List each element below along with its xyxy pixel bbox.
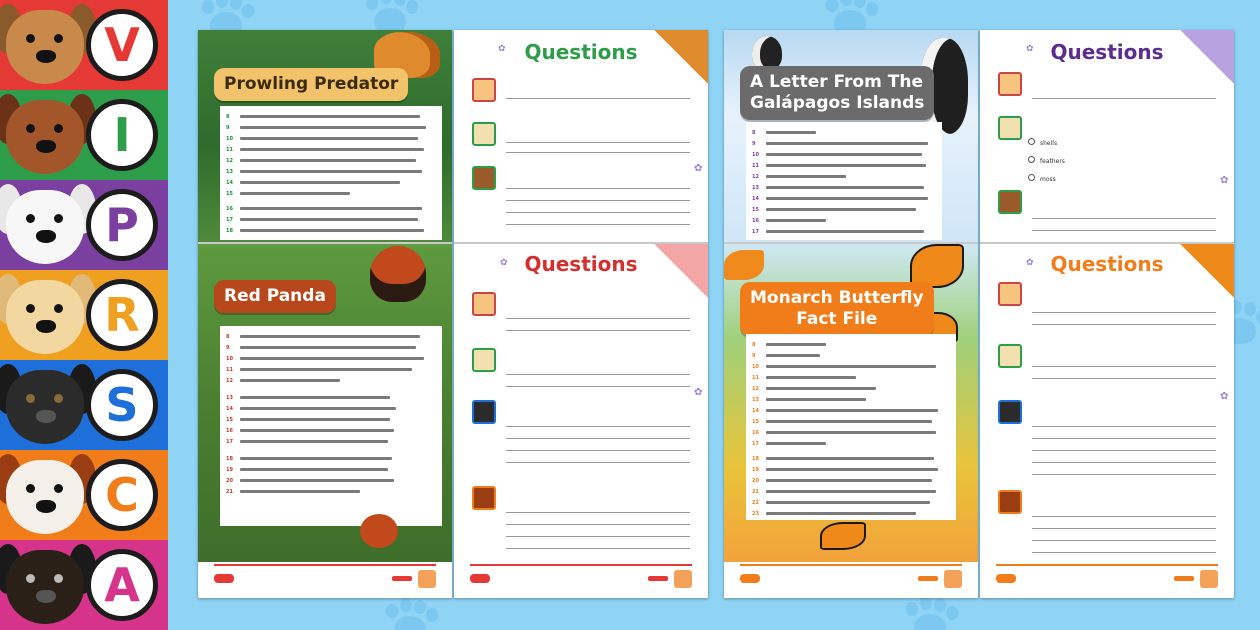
dog-avatar-icon [472,400,496,424]
band-i [0,90,168,180]
band-p [0,180,168,270]
dog-avatar-icon [472,78,496,102]
option-shells[interactable]: shells [1028,138,1057,147]
butterfly-icon [724,250,764,280]
red-panda-icon [360,514,398,548]
title-galapagos-line1: A Letter From The [750,72,923,92]
dog-avatar-icon [0,92,98,178]
letter-s: S [86,369,158,441]
dog-avatar-icon [998,490,1022,514]
question-1 [472,292,694,338]
questions-title-monarch: Questions [1050,252,1164,276]
question-4 [998,490,1220,556]
question-4 [472,486,694,556]
title-monarch [740,282,934,336]
question-1 [472,78,694,108]
question-3 [998,190,1220,240]
twinkl-logo-icon [1200,570,1218,588]
dog-avatar-icon [998,190,1022,214]
dog-avatar-icon [998,282,1022,306]
twinkl-logo-icon [418,570,436,588]
band-a [0,540,168,630]
question-3 [472,166,694,236]
flower-icon: ✿ [1026,44,1034,54]
letter-r: R [86,279,158,351]
question-2 [998,344,1220,390]
title-prowling-predator: Prowling Predator [214,68,408,101]
band-s [0,360,168,450]
band-v [0,0,168,90]
dog-avatar-icon [998,400,1022,424]
questions-title-galapagos: Questions [1050,40,1164,64]
question-3 [472,400,694,480]
questions-title-redpanda: Questions [524,252,638,276]
dog-avatar-icon [0,2,98,88]
page-footer [470,570,692,588]
twinkl-logo-icon [944,570,962,588]
flower-icon: ✿ [1220,391,1229,402]
butterfly-icon [820,522,866,550]
letter-v: V [86,9,158,81]
flower-icon: ✿ [694,387,703,398]
dog-avatar-icon [0,542,98,628]
dog-avatar-icon [472,292,496,316]
option-moss[interactable]: moss [1028,174,1056,183]
dog-avatar-icon [0,452,98,538]
band-r [0,270,168,360]
dog-avatar-icon [472,486,496,510]
red-panda-icon [370,246,426,302]
letter-c: C [86,459,158,531]
dog-avatar-icon [0,362,98,448]
dog-avatar-icon [472,348,496,372]
flower-icon: ✿ [500,258,508,268]
paw-print-decoration [380,598,440,630]
dog-avatar-icon [472,122,496,146]
passage-monarch: 8 9 10 11 12 13 14 15 16 17 18 19 20 21 22 23 [746,334,956,520]
dog-avatar-icon [998,72,1022,96]
questions-title-prowling: Questions [524,40,638,64]
paw-print-decoration [900,596,960,630]
penguin-icon [752,36,782,70]
option-feathers[interactable]: feathers [1028,156,1065,165]
letter-p: P [86,189,158,261]
flower-icon: ✿ [694,163,703,174]
questions-worksheet-left [454,30,708,598]
question-2 [472,122,694,166]
twinkl-logo-icon [996,574,1016,583]
flower-icon: ✿ [1026,258,1034,268]
passage-galapagos: 8 9 10 11 12 13 14 15 16 17 [746,122,942,240]
flower-icon: ✿ [1220,175,1229,186]
page-footer [214,570,436,588]
dog-avatar-icon [0,272,98,358]
twinkl-logo-icon [214,574,234,583]
title-galapagos-line2: Galápagos Islands [750,93,925,113]
vipers-strip [0,0,168,630]
dog-avatar-icon [0,182,98,268]
flower-icon: ✿ [498,44,506,54]
dog-avatar-icon [998,116,1022,140]
title-red-panda: Red Panda [214,280,336,313]
title-monarch-line2: Fact File [796,309,878,329]
letter-a: A [86,549,158,621]
question-2 [472,348,694,394]
title-monarch-line1: Monarch Butterfly [750,288,924,308]
question-3 [998,400,1220,486]
passage-red-panda: 8 9 10 11 12 13 14 15 16 17 18 19 20 21 [220,326,442,526]
twinkl-logo-icon [740,574,760,583]
page-footer [740,570,962,588]
twinkl-logo-icon [470,574,490,583]
letter-i: I [86,99,158,171]
page-footer [996,570,1218,588]
band-c [0,450,168,540]
dog-avatar-icon [998,344,1022,368]
twinkl-logo-icon [674,570,692,588]
passage-prowling-predator: 8 9 10 11 12 13 14 15 16 17 18 [220,106,442,240]
text-worksheet-right [724,30,978,598]
dog-avatar-icon [472,166,496,190]
question-1 [998,282,1220,332]
questions-worksheet-right [980,30,1234,598]
title-galapagos [740,66,934,120]
question-1 [998,72,1220,108]
text-worksheet-left [198,30,452,598]
